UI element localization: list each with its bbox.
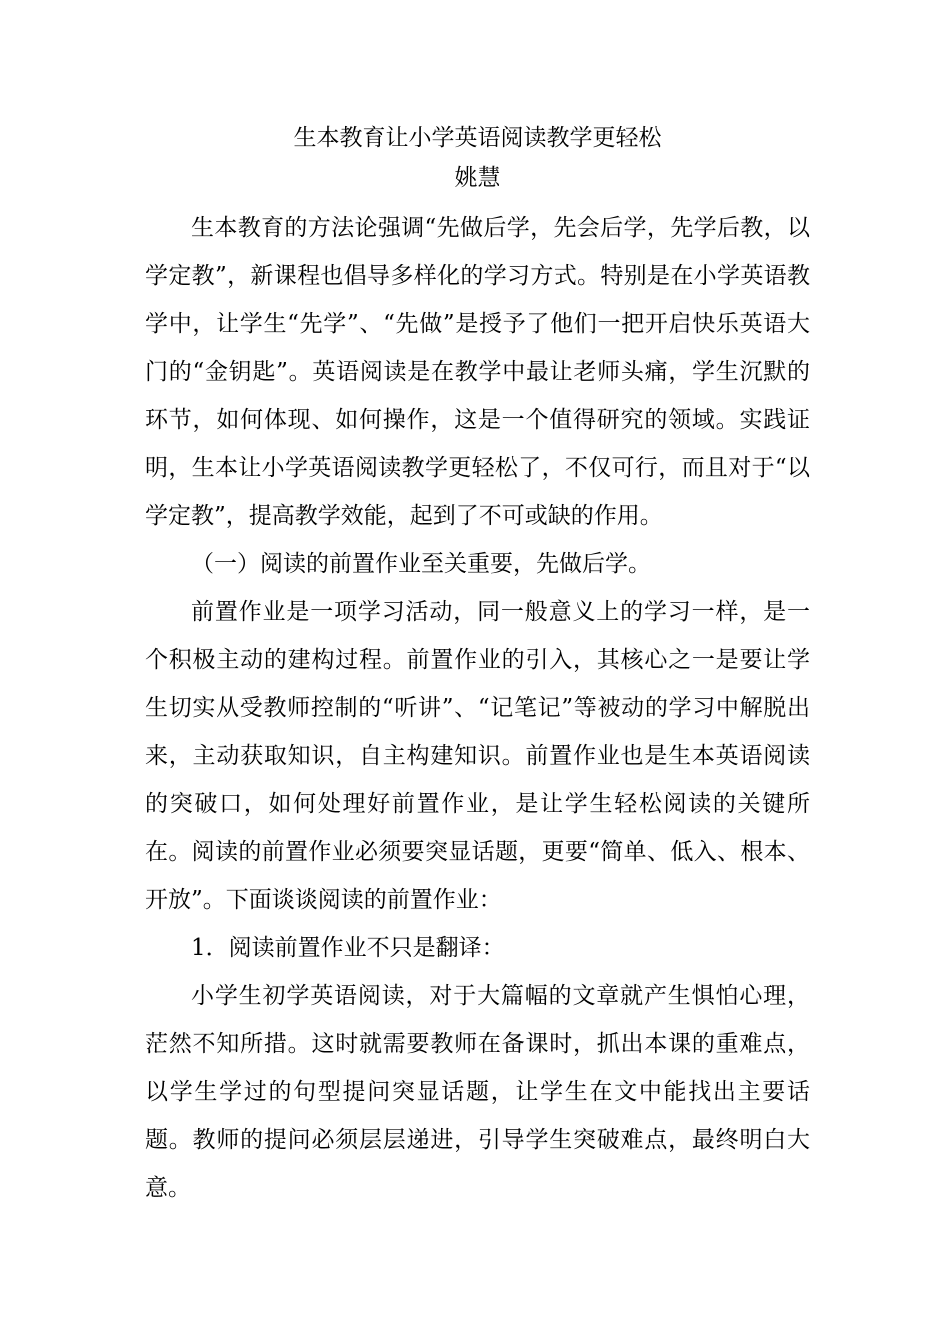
paragraph-intro: 生本教育的方法论强调“先做后学，先会后学，先学后教，以学定教”，新课程也倡导多样化的学习方式。特别是在小学英语教学中，让学生“先学”、“先做”是授予了他们一把开启快乐英语大门的“金钥匙”。英语阅读是在教学中最让老师头痛，学生沉默的环节，如何体现、如何操作，这是一个值得研究的领域。实践证明，生本让小学英语阅读教学更轻松了，不仅可行，而且对于“以学定教”，提高教学效能，起到了不可或缺的作用。 <box>145 215 810 529</box>
paragraph-translation: 小学生初学英语阅读，对于大篇幅的文章就产生惧怕心理，茫然不知所措。这时就需要教师在备课时，抓出本课的重难点，以学生学过的句型提问突显话题，让学生在文中能找出主要话题。教师的提问必须层层递进，引导学生突破难点，最终明白大意。 <box>145 983 810 1201</box>
document-page <box>145 120 810 1212</box>
paragraph-preassignment: 前置作业是一项学习活动，同一般意义上的学习一样，是一个积极主动的建构过程。前置作业的引入，其核心之一是要让学生切实从受教师控制的“听讲”、“记笔记”等被动的学习中解脱出来，主动获取知识，自主构建知识。前置作业也是生本英语阅读的突破口，如何处理好前置作业，是让学生轻松阅读的关键所在。阅读的前置作业必须要突显话题，更要“简单、低入、根本、开放”。下面谈谈阅读的前置作业： <box>145 599 810 913</box>
section-heading: （一）阅读的前置作业至关重要，先做后学。 <box>191 551 651 577</box>
subheading: 1．阅读前置作业不只是翻译： <box>191 935 505 961</box>
document-title: 生本教育让小学英语阅读教学更轻松 <box>293 125 662 151</box>
author-name: 姚慧 <box>454 165 501 191</box>
